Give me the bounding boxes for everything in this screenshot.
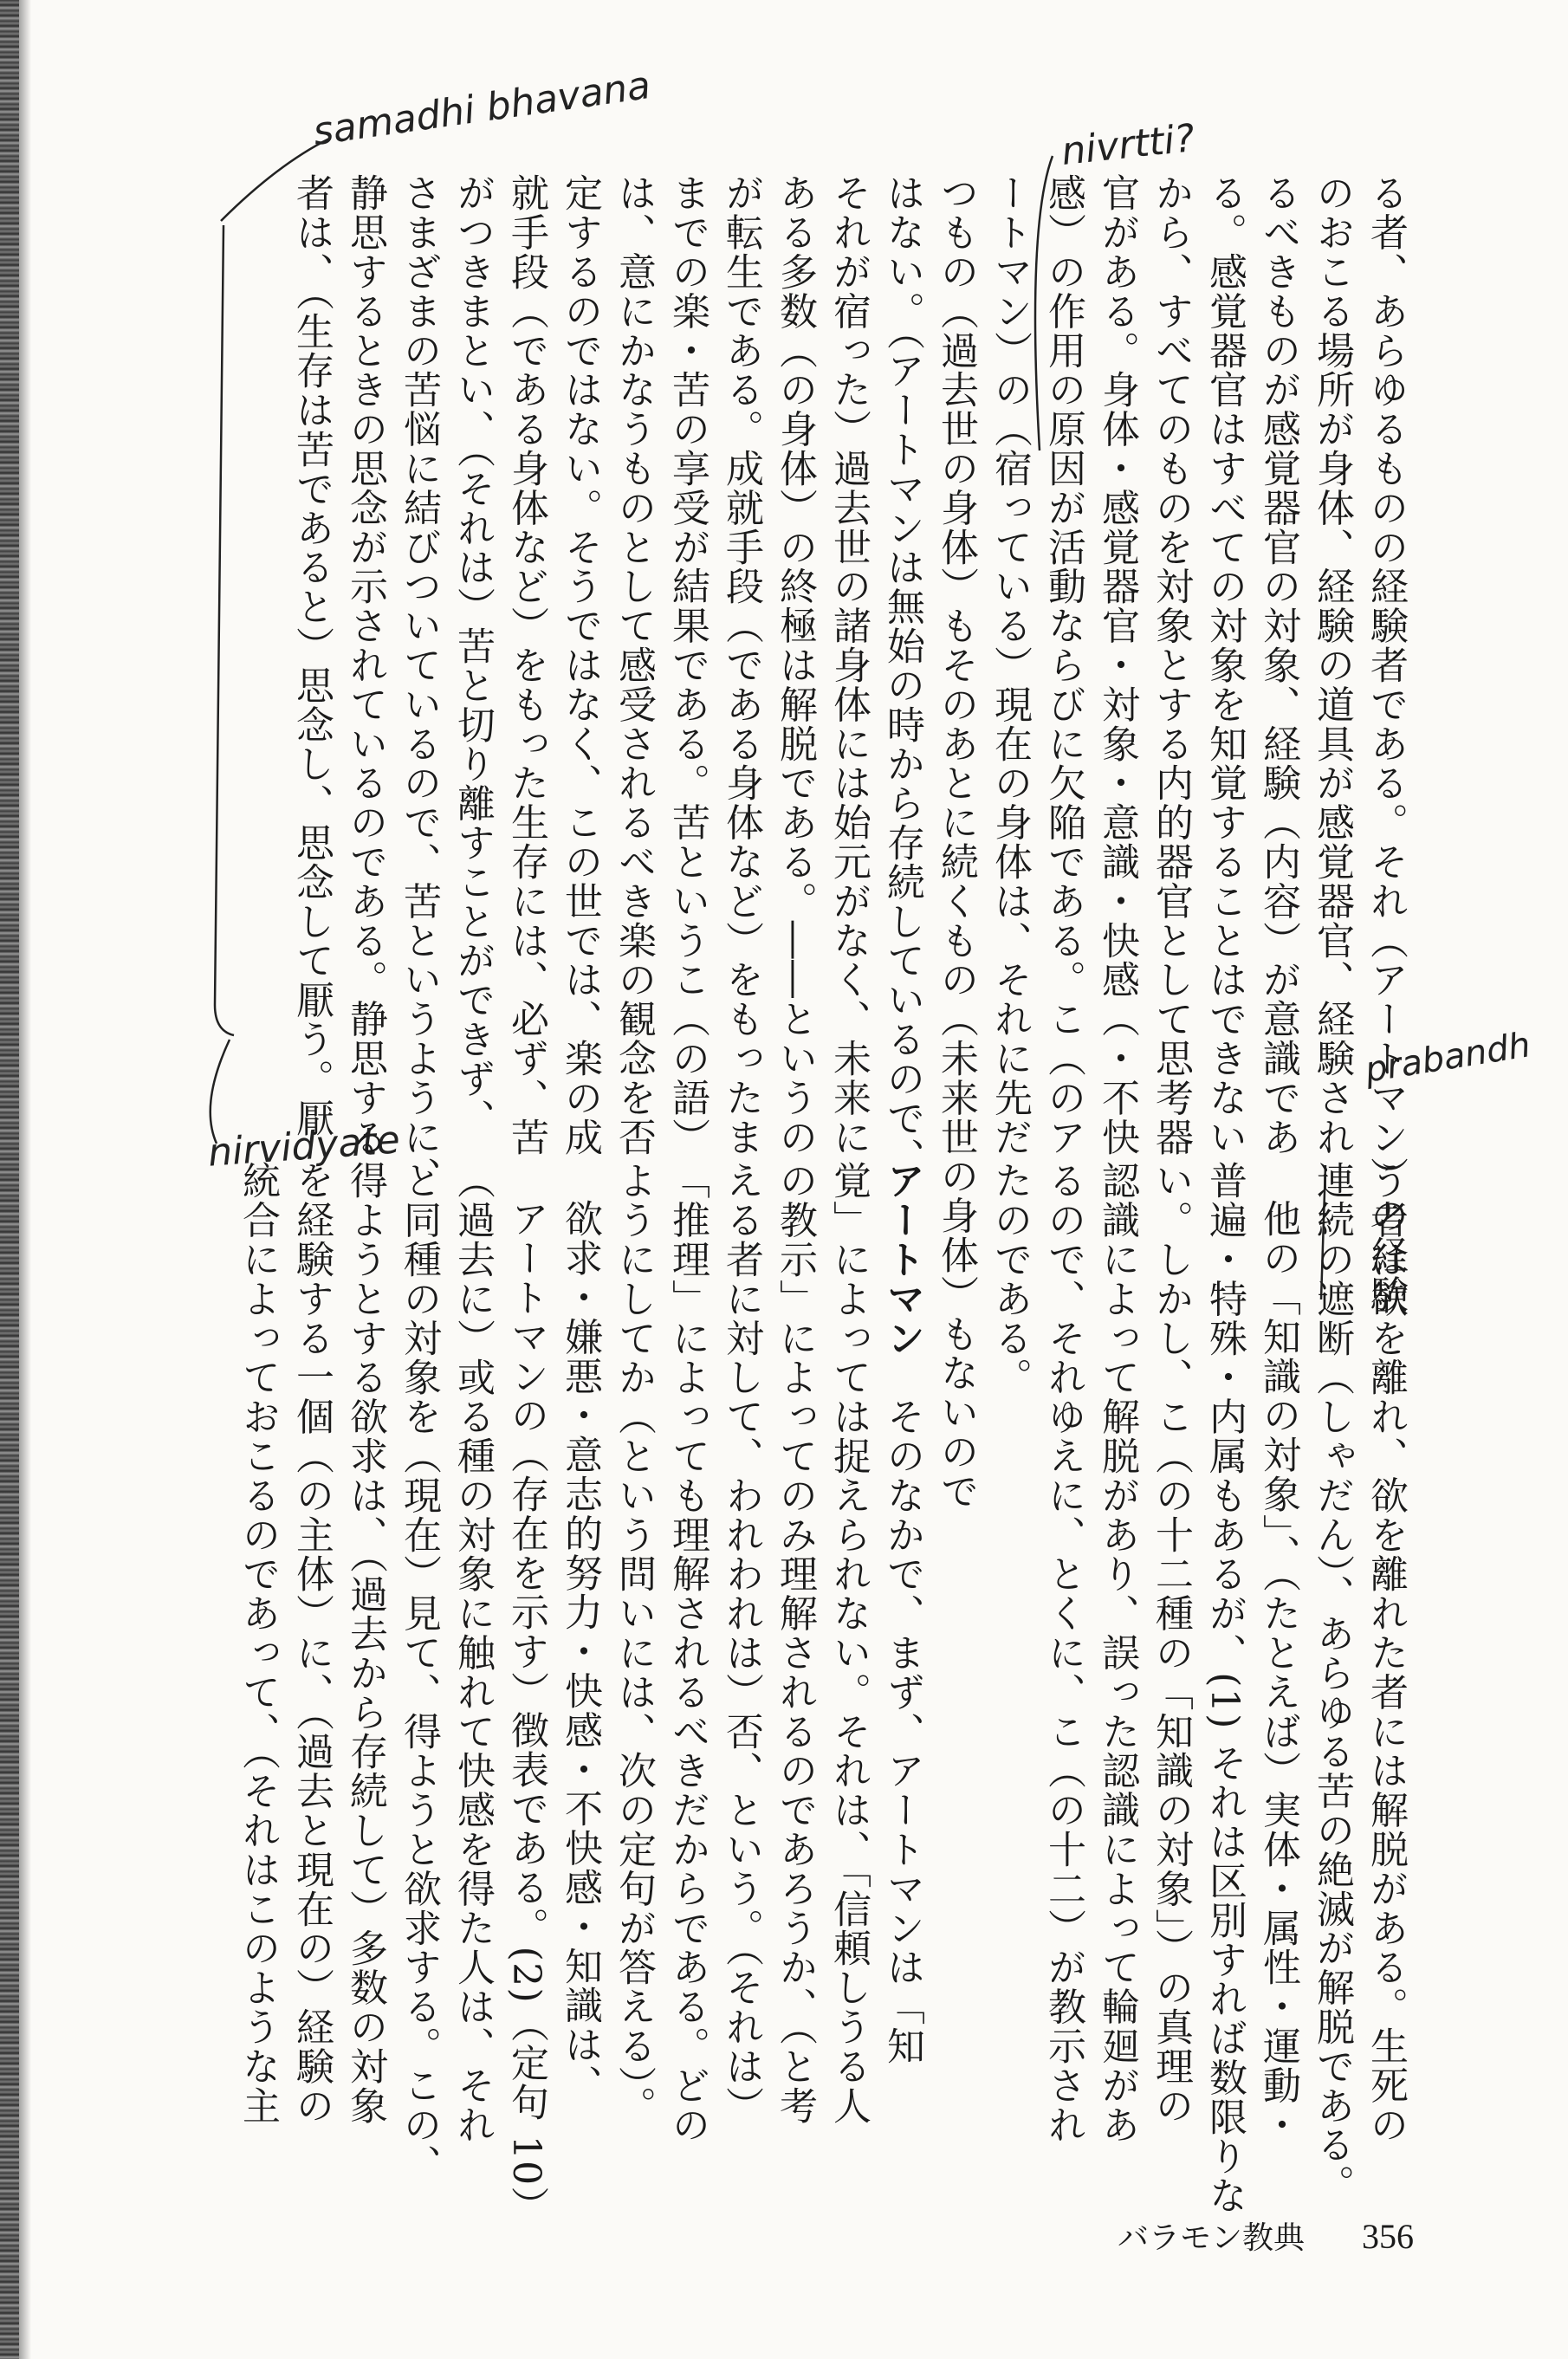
text-column: の教示」によってのみ理解されるのであろうか、（と考 (773, 1161, 817, 2125)
text-column: 感）の作用の原因が活動ならびに欠陥である。こ（のア (1041, 173, 1085, 1157)
text-column: さまざまの苦悩に結びついているので、苦というように、 (397, 173, 441, 1196)
text-column: るので、それゆえに、とくに、こ（の十二）が教示され (1041, 1161, 1085, 2144)
handwritten-annotation-nirvidyate: nirvidyate (206, 1118, 402, 1176)
text-column: 者は、（生存は苦であると）思念し、思念して厭う。厭 (289, 173, 334, 1137)
text-column: う者は欲を離れ、欲を離れた者には解脱がある。生死の (1364, 1161, 1408, 2144)
text-column: 他の「知識の対象」、（たとえば）実体・属性・運動・ (1256, 1199, 1300, 2144)
text-column: 「推理」によっても理解されるべきだからである。どの (665, 1161, 709, 2144)
text-column: 普遍・特殊・内属もあるが、(1) それは区別すれば数限りな (1202, 1161, 1247, 2215)
text-column: 静思するときの思念が示されているのである。静思する (343, 173, 387, 1157)
page-number: 356 (1362, 2217, 1415, 2256)
handwritten-annotation-samadhi: samadhi bhavana (310, 62, 654, 155)
text-column: える者に対して、われわれは）否、という。（それは） (719, 1161, 763, 2125)
text-column: ートマン）の（宿っている）現在の身体は、それに先だ (988, 173, 1032, 1157)
text-column: 定するのではない。そうではなく、この世では、楽の成 (558, 173, 602, 1157)
section-heading-column (875, 1161, 929, 2157)
text-column: は、意にかなうものとして感受されるべき楽の観念を否 (612, 173, 656, 1157)
text-column: 覚」によっては捉えられない。それは、「信頼しうる人 (826, 1161, 871, 2125)
text-column: それが宿った）過去世の諸身体には始元がなく、未来に (826, 173, 871, 1157)
text-column: と同種の対象を（現在）見て、得ようと欲求する。この、 (397, 1161, 441, 2184)
text-column: のおこる場所が身体、経験の道具が感覚器官、経験され (1310, 173, 1354, 1157)
text-column: がつきまとい、（それは）苦と切り離すことができず、 (450, 173, 495, 1137)
sutra-column: アートマンの（存在を示す）徴表である。(2)（定句 10） (504, 1199, 548, 2226)
text-column: 連続の遮断（しゃだん）、あらゆる苦の絶滅が解脱である。 (1310, 1161, 1354, 2204)
text-column: が転生である。成就手段（である身体など）をもったま (719, 173, 763, 1157)
text-column: る。感覚器官はすべての対象を知覚することはできない (1202, 173, 1247, 1157)
section-heading: アートマン (880, 1161, 924, 1358)
text-column: つもの（過去世の身体）もそのあとに続くもの（未来世の身体）もないので (934, 173, 978, 1511)
section-heading-text: そのなかで、まず、アートマンは「知 (880, 1397, 924, 2066)
text-column: 認識によって解脱があり、誤った認識によって輪廻があ (1095, 1161, 1139, 2144)
lower-text-block (113, 1161, 1412, 2226)
text-column: るべきものが感覚器官の対象、経験（内容）が意識であ (1256, 173, 1300, 1157)
text-column: 官がある。身体・感覚器官・対象・意識・快感（・不快 (1095, 173, 1139, 1157)
text-column: までの楽・苦の享受が結果である。苦というこ（の語） (665, 173, 709, 1157)
text-column: 就手段（である身体など）をもった生存には、必ず、苦 (504, 173, 548, 1157)
text-column: たのである。 (988, 1161, 1032, 1397)
text-column: る者、あらゆるものの経験者である。それ（アートマン）の経験 (1364, 173, 1408, 1314)
text-column: （過去に）或る種の対象に触れて快感を得た人は、それ (450, 1161, 495, 2144)
text-column: ある多数（の身体）の終極は解脱である。――というの (773, 173, 817, 1157)
sutra-column: 欲求・嫌悪・意志的努力・快感・不快感・知識は、 (558, 1199, 602, 2104)
book-title: バラモン教典 (1118, 2220, 1306, 2256)
text-column: 得ようとする欲求は、（過去から存続して）多数の対象 (343, 1161, 387, 2125)
text-column: から、すべてのものを対象とする内的器官として思考器 (1149, 173, 1193, 1157)
text-column: はない。（アートマンは無始の時から存続しているので、 (880, 173, 924, 1177)
handwritten-annotation-prabandha: prabandh (1362, 1025, 1533, 1091)
page-footer (1118, 2213, 1414, 2258)
text-column: ようにしてか（という問いには、次の定句が答える）。 (612, 1161, 656, 2125)
text-column: 統合によっておこるのであって、（それはこのような主 (236, 1161, 280, 2125)
text-column: い。しかし、こ（の十二種の「知識の対象」）の真理の (1149, 1161, 1193, 2125)
handwritten-annotation-nivrtti: nivrtti? (1059, 116, 1197, 174)
text-column: を経験する一個（の主体）に、（過去と現在の）経験の (289, 1161, 334, 2125)
blank-column (929, 1161, 982, 2157)
